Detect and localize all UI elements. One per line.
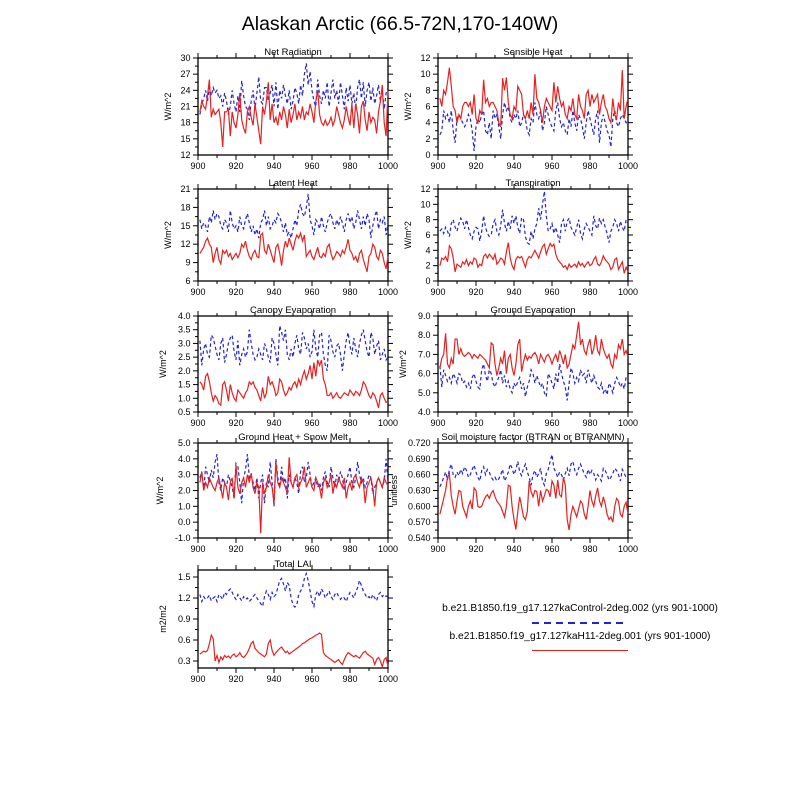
y-axis-unit-label: m2/m2 xyxy=(158,605,168,633)
legend-entry-h11 xyxy=(427,630,733,652)
y-tick-label: 8 xyxy=(425,85,431,96)
y-tick-label: 3.0 xyxy=(177,469,191,480)
y-tick-label: 4.0 xyxy=(417,407,431,417)
y-tick-label: 2.0 xyxy=(177,485,191,496)
x-tick-label: 1000 xyxy=(617,544,639,554)
y-tick-label: 2 xyxy=(425,260,431,271)
x-tick-label: 940 xyxy=(266,544,282,554)
x-tick-label: 900 xyxy=(190,287,206,297)
x-tick-label: 1000 xyxy=(377,674,399,684)
panel-title: Total LAI xyxy=(274,559,312,570)
series-line-control xyxy=(440,364,628,400)
x-tick-label: 960 xyxy=(304,287,320,297)
y-tick-label: 6 xyxy=(425,230,431,240)
y-tick-label: 15 xyxy=(180,220,191,231)
x-tick-label: 920 xyxy=(228,287,244,297)
y-tick-label: 0.0 xyxy=(177,517,191,528)
y-tick-label: 4 xyxy=(425,245,431,256)
panel-net-radiation xyxy=(163,47,398,171)
panel-frame xyxy=(198,58,388,155)
y-tick-label: 6 xyxy=(425,101,431,112)
series-line-h11 xyxy=(200,360,388,408)
series-line-control xyxy=(200,574,388,608)
y-tick-label: 2.5 xyxy=(177,352,191,363)
legend xyxy=(427,602,733,657)
panel-title: Latent Heat xyxy=(268,178,318,189)
y-tick-label: 1.2 xyxy=(177,593,191,603)
x-tick-label: 900 xyxy=(430,161,446,171)
panel-title: Ground Heat + Snow Melt xyxy=(238,432,348,443)
x-tick-label: 1000 xyxy=(617,161,639,171)
y-tick-label: 12 xyxy=(420,184,431,194)
x-tick-label: 920 xyxy=(228,544,244,554)
x-tick-label: 940 xyxy=(266,161,282,171)
x-tick-label: 920 xyxy=(228,161,244,171)
y-tick-label: 15 xyxy=(180,133,191,144)
y-tick-label: 24 xyxy=(180,85,191,96)
x-tick-label: 900 xyxy=(430,418,446,428)
y-tick-label: 21 xyxy=(180,101,191,112)
legend-label-h11: b.e21.B1850.f19_g17.127kaH11-2deg.001 (yrs 901-1000) xyxy=(449,630,711,642)
legend-label-control: b.e21.B1850.f19_g17.127kaControl-2deg.002 (yrs 901-1000) xyxy=(442,603,718,614)
y-tick-label: 8 xyxy=(425,214,431,225)
panel-total-lai xyxy=(158,559,398,684)
x-tick-label: 980 xyxy=(582,418,598,428)
y-tick-label: 18 xyxy=(180,117,191,128)
y-tick-label: 8.0 xyxy=(417,330,431,341)
y-tick-label: 0.690 xyxy=(407,453,431,464)
panel-frame xyxy=(438,443,628,538)
panel-canopy-evaporation xyxy=(158,305,398,428)
series-line-control xyxy=(440,455,628,487)
x-tick-label: 940 xyxy=(506,544,522,554)
y-tick-label: 0 xyxy=(425,276,431,286)
x-tick-label: 960 xyxy=(544,418,560,428)
y-tick-label: 5.0 xyxy=(417,387,431,398)
panel-latent-heat xyxy=(163,178,398,297)
x-tick-label: 1000 xyxy=(617,287,639,297)
x-tick-label: 980 xyxy=(582,287,598,297)
x-tick-label: 1000 xyxy=(617,418,639,428)
series-line-control xyxy=(200,326,388,371)
y-tick-label: 0.3 xyxy=(177,656,191,666)
y-tick-label: 1.0 xyxy=(177,501,191,512)
series-line-h11 xyxy=(440,243,628,274)
x-tick-label: 900 xyxy=(190,418,206,428)
series-line-h11 xyxy=(440,322,628,376)
y-tick-label: 30 xyxy=(180,53,191,63)
y-tick-label: 5.0 xyxy=(177,438,191,448)
series-line-control xyxy=(200,194,388,238)
y-tick-label: 27 xyxy=(180,69,191,80)
panel-sensible-heat xyxy=(403,47,638,171)
x-tick-label: 900 xyxy=(190,674,206,684)
y-axis-unit-label: W/m^2 xyxy=(398,350,408,378)
x-tick-label: 960 xyxy=(304,544,320,554)
y-tick-label: 1.5 xyxy=(177,572,191,582)
panel-frame xyxy=(438,316,628,412)
y-axis-unit-label: W/m^2 xyxy=(158,350,168,378)
x-tick-label: 900 xyxy=(190,544,206,554)
x-tick-label: 980 xyxy=(342,287,358,297)
y-tick-label: 9 xyxy=(185,257,191,268)
series-line-h11 xyxy=(200,633,388,667)
series-line-h11 xyxy=(200,457,388,533)
x-tick-label: 960 xyxy=(544,544,560,554)
y-tick-label: 6.0 xyxy=(417,368,431,379)
figure-title: Alaskan Arctic (66.5-72N,170-140W) xyxy=(241,13,559,35)
x-tick-label: 900 xyxy=(190,161,206,171)
panel-title: Net Radiation xyxy=(264,47,322,58)
x-tick-label: 960 xyxy=(544,161,560,171)
x-tick-label: 960 xyxy=(304,418,320,428)
y-tick-label: 0.720 xyxy=(407,438,431,448)
series-line-h11 xyxy=(200,80,388,147)
y-axis-unit-label: W/m^2 xyxy=(163,92,173,121)
y-tick-label: 18 xyxy=(180,202,191,213)
y-axis-unit-label: W/m^2 xyxy=(163,221,173,249)
x-tick-label: 920 xyxy=(228,674,244,684)
x-tick-label: 920 xyxy=(468,418,484,428)
y-tick-label: 0.540 xyxy=(407,533,431,543)
series-line-control xyxy=(440,191,628,244)
panel-frame xyxy=(198,316,388,412)
y-tick-label: 7.0 xyxy=(417,349,431,360)
x-tick-label: 980 xyxy=(582,544,598,554)
y-tick-label: 1.5 xyxy=(177,379,191,390)
y-tick-label: 3.5 xyxy=(177,324,191,335)
x-tick-label: 940 xyxy=(266,418,282,428)
x-tick-label: 920 xyxy=(468,544,484,554)
y-tick-label: 9.0 xyxy=(417,311,431,321)
x-tick-label: 980 xyxy=(342,161,358,171)
x-tick-label: 980 xyxy=(342,674,358,684)
panel-title: Soil moisture factor (BTRAN or BTRANMN) xyxy=(441,432,625,443)
x-tick-label: 960 xyxy=(544,287,560,297)
x-tick-label: 900 xyxy=(430,544,446,554)
x-tick-label: 920 xyxy=(468,287,484,297)
x-tick-label: 920 xyxy=(468,161,484,171)
y-tick-label: 21 xyxy=(180,184,191,194)
x-tick-label: 940 xyxy=(506,287,522,297)
series-line-h11 xyxy=(440,474,628,530)
x-tick-label: 960 xyxy=(304,674,320,684)
x-tick-label: 1000 xyxy=(377,161,399,171)
y-tick-label: 12 xyxy=(420,53,431,63)
x-tick-label: 980 xyxy=(582,161,598,171)
y-tick-label: 0 xyxy=(425,150,431,160)
y-tick-label: 4.0 xyxy=(177,453,191,464)
y-tick-label: 4 xyxy=(425,117,431,128)
x-tick-label: 940 xyxy=(506,418,522,428)
y-tick-label: 12 xyxy=(180,239,191,250)
y-tick-label: 0.9 xyxy=(177,614,191,624)
y-tick-label: 0.570 xyxy=(407,517,431,528)
x-tick-label: 980 xyxy=(342,544,358,554)
panel-title: Canopy Evaporation xyxy=(249,305,337,316)
panel-frame xyxy=(198,189,388,281)
y-tick-label: 0.6 xyxy=(177,635,191,645)
y-tick-label: 10 xyxy=(420,69,431,80)
panel-ground-evaporation xyxy=(398,305,638,428)
y-tick-label: 1.0 xyxy=(177,393,191,404)
y-axis-unit-label: unitless xyxy=(389,475,399,506)
y-tick-label: 2.0 xyxy=(177,365,191,376)
panel-transpiration xyxy=(403,178,638,297)
panel-frame xyxy=(438,189,628,281)
x-tick-label: 920 xyxy=(228,418,244,428)
panel-soil-moisture-factor xyxy=(389,432,638,554)
panel-frame xyxy=(198,570,388,668)
x-tick-label: 1000 xyxy=(377,418,399,428)
x-tick-label: 940 xyxy=(266,287,282,297)
x-tick-label: 900 xyxy=(430,287,446,297)
panel-title: Ground Evaporation xyxy=(490,305,576,316)
y-tick-label: 3.0 xyxy=(177,338,191,349)
legend-line-h11 xyxy=(532,650,628,652)
legend-line-control xyxy=(532,622,628,624)
y-tick-label: 0.630 xyxy=(407,485,431,496)
y-tick-label: 0.660 xyxy=(407,469,431,480)
y-tick-label: 12 xyxy=(180,150,191,160)
x-tick-label: 960 xyxy=(304,161,320,171)
y-axis-unit-label: W/m^2 xyxy=(155,476,165,505)
x-tick-label: 940 xyxy=(506,161,522,171)
panel-title: Transpiration xyxy=(505,178,561,189)
y-tick-label: 0.5 xyxy=(177,407,191,417)
series-line-h11 xyxy=(440,68,628,127)
y-axis-unit-label: W/m^2 xyxy=(403,221,413,249)
x-tick-label: 980 xyxy=(342,418,358,428)
y-tick-label: 10 xyxy=(420,199,431,210)
y-tick-label: 4.0 xyxy=(177,311,191,321)
x-tick-label: 1000 xyxy=(377,544,399,554)
panel-title: Sensible Heat xyxy=(503,47,563,58)
y-tick-label: 2 xyxy=(425,133,431,144)
y-tick-label: 0.600 xyxy=(407,501,431,512)
y-tick-label: 6 xyxy=(185,276,191,286)
panel-ground-heat-snow-melt xyxy=(155,432,398,554)
y-axis-unit-label: W/m^2 xyxy=(403,92,413,121)
x-tick-label: 940 xyxy=(266,674,282,684)
x-tick-label: 1000 xyxy=(377,287,399,297)
series-line-h11 xyxy=(200,233,388,272)
y-tick-label: -1.0 xyxy=(174,533,191,543)
legend-entry-control xyxy=(427,602,733,624)
